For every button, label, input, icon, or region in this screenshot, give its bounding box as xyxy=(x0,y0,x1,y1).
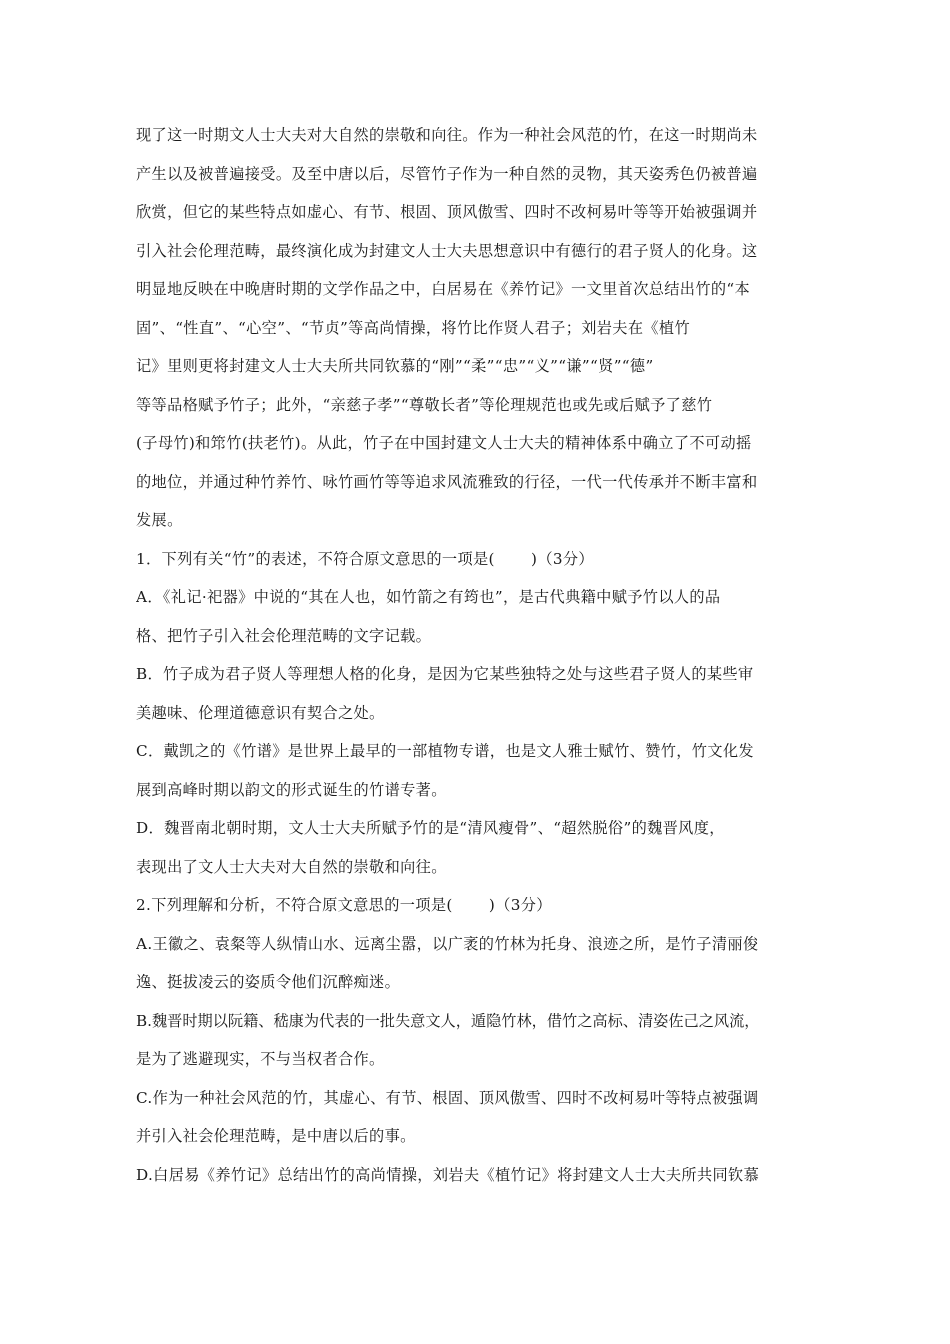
question-1-option-c-cont: 展到高峰时期以韵文的形式诞生的竹谱专著。 xyxy=(136,780,447,799)
question-2-option-b-cont: 是为了逃避现实，不与当权者合作。 xyxy=(136,1050,385,1068)
question-1-option-a-cont: 格、把竹子引入社会伦理范畴的文字记载。 xyxy=(136,626,432,645)
question-1-option-c: C．戴凯之的《竹谱》是世界上最早的一部植物专谱，也是文人雅士赋竹、赞竹，竹文化发 xyxy=(136,742,754,760)
question-2-option-a-cont: 逸、挺拔凌云的姿质令他们沉醉痴迷。 xyxy=(136,973,401,991)
passage-line: 等等品格赋予竹子；此外，“亲慈子孝”“尊敬长者”等伦理规范也或先或后赋予了慈竹 xyxy=(136,395,713,414)
passage-line: 的地位，并通过种竹养竹、咏竹画竹等等追求风流雅致的行径，一代一代传承并不断丰富和 xyxy=(136,472,758,491)
question-2-option-b: B.魏晋时期以阮籍、嵇康为代表的一批失意文人，遁隐竹林，借竹之高标、清姿佐己之风流， xyxy=(136,1011,760,1030)
passage xyxy=(136,116,826,540)
passage-line: (子母竹)和筇竹(扶老竹)。从此，竹子在中国封建文人士大夫的精神体系中确立了不可动摇 xyxy=(136,434,752,452)
question-2-option-c: C.作为一种社会风范的竹，其虚心、有节、根固、顶风傲雪、四时不改柯易叶等特点被强调 xyxy=(136,1088,759,1107)
question-1-stem: 1．下列有关“竹”的表述，不符合原文意思的一项是( )（3分） xyxy=(136,549,594,568)
passage-line: 现了这一时期文人士大夫对大自然的崇敬和向往。作为一种社会风范的竹，在这一时期尚未 xyxy=(136,126,758,144)
question-1-option-b-cont: 美趣味、伦理道德意识有契合之处。 xyxy=(136,703,385,722)
question-1-option-b: B．竹子成为君子贤人等理想人格的化身，是因为它某些独特之处与这些君子贤人的某些审 xyxy=(136,665,754,683)
question-1-option-d-cont: 表现出了文人士大夫对大自然的崇敬和向往。 xyxy=(136,857,447,876)
passage-line: 记》里则更将封建文人士大夫所共同钦慕的“刚”“柔”“忠”“义”“谦”“贤”“德” xyxy=(136,357,654,375)
question-2-stem: 2.下列理解和分析，不符合原文意思的一项是( )（3分） xyxy=(136,896,552,914)
passage-line: 产生以及被普遍接受。及至中唐以后，尽管竹子作为一种自然的灵物，其天姿秀色仍被普遍 xyxy=(136,164,758,183)
question-1-option-a: A．《礼记·祀器》中说的“其在人也，如竹箭之有筠也”，是古代典籍中赋予竹以人的品 xyxy=(136,588,721,606)
question-1-option-d: D．魏晋南北朝时期，文人士大夫所赋予竹的是“清风瘦骨”、“超然脱俗”的魏晋风度， xyxy=(136,819,725,837)
questions xyxy=(136,540,826,1195)
passage-line: 明显地反映在中晚唐时期的文学作品之中，白居易在《养竹记》一文里首次总结出竹的“本 xyxy=(136,280,751,298)
passage-line: 引入社会伦理范畴，最终演化成为封建文人士大夫思想意识中有德行的君子贤人的化身。这 xyxy=(136,241,758,260)
passage-line: 欣赏，但它的某些特点如虚心、有节、根固、顶风傲雪、四时不改柯易叶等等开始被强调并 xyxy=(136,203,758,221)
question-2-option-c-cont: 并引入社会伦理范畴，是中唐以后的事。 xyxy=(136,1127,416,1145)
passage-line: 发展。 xyxy=(136,511,183,529)
passage-line: 固”、“性直”、“心空”、“节贞”等高尚情操，将竹比作贤人君子；刘岩夫在《植竹 xyxy=(136,318,690,337)
question-2-option-a: A.王徽之、袁粲等人纵情山水、远离尘嚣，以广袤的竹林为托身、浪迹之所，是竹子清丽俊 xyxy=(136,934,759,953)
document-page xyxy=(136,116,826,1194)
question-2-option-d: D.白居易《养竹记》总结出竹的高尚情操，刘岩夫《植竹记》将封建文人士大夫所共同钦慕 xyxy=(136,1165,760,1184)
